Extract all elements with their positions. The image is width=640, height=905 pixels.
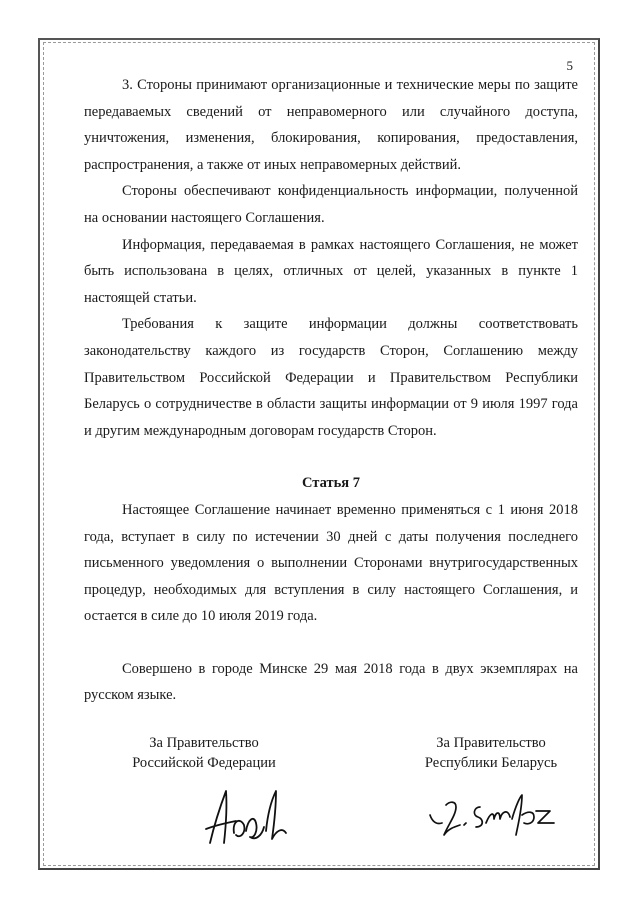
paragraph-usage-limits: Информация, передаваемая в рамках настоящего Соглашения, не может быть использована в целях, отличных от целей, указанных в пункте 1 настоящей статьи. xyxy=(84,236,578,306)
article-7-text: Настоящее Соглашение начинает временно применяться с 1 июня 2018 года, вступает в силу по истечении 30 дней с даты получения последнего письменного уведомления о выполнении Сторонами внутригосударственных процедур, необходимых для вступления в силу настоящего Соглашения, и остается в силе до 10 июля 2019 года. xyxy=(84,501,578,625)
signatures-section xyxy=(84,733,578,863)
signature-caption-line2: Российской Федерации xyxy=(132,755,276,771)
paragraph-confidentiality: Стороны обеспечивают конфиденциальность информации, полученной на основании настоящего Соглашения. xyxy=(84,183,578,226)
document-body xyxy=(84,72,578,709)
signature-block-belarus xyxy=(406,733,576,773)
page-number: 5 xyxy=(566,58,573,73)
paragraph-protection-measures: 3. Стороны принимают организационные и технические меры по защите передаваемых сведений от неправомерного или случайного доступа, уничтожения, изменения, блокирования, копирования, предоставления, распространения, а также от иных неправомерных действий. xyxy=(84,77,578,173)
spacer xyxy=(84,630,578,656)
signature-caption-line1: За Правительство xyxy=(436,735,546,751)
handwritten-signature-right xyxy=(424,785,564,841)
signature-caption-line2: Республики Беларусь xyxy=(424,755,558,771)
signature-block-russia xyxy=(124,733,284,773)
signature-caption-line1: За Правительство xyxy=(149,735,259,751)
article-7-heading: Статья 7 xyxy=(302,475,360,492)
paragraph-requirements: Требования к защите информации должны соответствовать законодательству каждого из государств Сторон, Соглашению между Правительством Российской Федерации и Правительством Республики Беларусь о сотрудничестве в области защиты информации от 9 июля 1997 года и другим международным договорам государств Сторон. xyxy=(84,316,578,439)
handwritten-signature-left xyxy=(196,781,296,853)
closing-statement: Совершено в городе Минске 29 мая 2018 года в двух экземплярах на русском языке. xyxy=(84,660,578,704)
